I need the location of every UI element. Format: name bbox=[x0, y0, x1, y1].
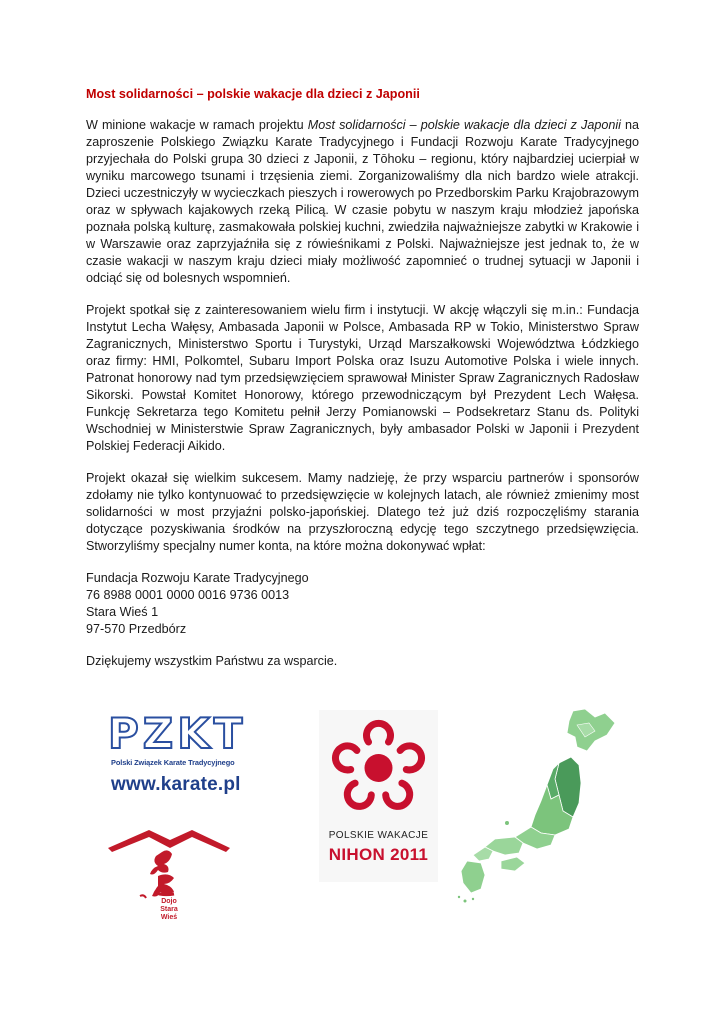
japan-map bbox=[455, 703, 623, 905]
paragraph-intro-lead: W minione wakacje w ramach projektu bbox=[86, 118, 308, 132]
pzkt-subtitle: Polski Związek Karate Tradycyjnego bbox=[111, 758, 235, 767]
flower-emblem-icon bbox=[319, 710, 438, 828]
address-city: 97-570 Przedbórz bbox=[86, 622, 187, 636]
paragraph-intro bbox=[86, 117, 639, 287]
nihon-line2: NIHON 2011 bbox=[328, 845, 429, 864]
account-number: 76 8988 0001 0000 0016 9736 0013 bbox=[86, 588, 290, 602]
paragraph-success: Projekt okazał się wielkim sukcesem. Mamy nadzieję, że przy wsparciu partnerów i sponsorów zdołamy nie tylko kontynuować to przedsięwzięcie w kolejnych latach, ale również zmienimy most solidarności w most przyjaźni polsko-japońskiej. Dlatego też już dziś rozpoczęliśmy starania dotyczące pozyskiwania środków na przyszłoroczną edycję tego szczytnego przedsięwzięcia. Stworzyliśmy specjalny numer konta, na które można dokonywać wpłat: bbox=[86, 471, 639, 553]
bank-address bbox=[86, 570, 639, 638]
dojo-emblem-icon bbox=[104, 826, 234, 936]
paragraph-partners: Projekt spotkał się z zainteresowaniem wielu firm i instytucji. W akcję włączyli się m.in.: Fundacja Instytut Lecha Wałęsy, Ambasada Japonii w Polsce, Ambasada RP w Tokio, Ministerstwo Spraw Zagranicznych, Ministerstwo Sportu i Turystyki, Urząd Marszałkowski Województwa Łódzkiego oraz firmy: HMI, Polkomtel, Subaru Import Polska oraz Isuzu Automotive Polska i wiele innych. Patronat honorowy nad tym przedsięwzięciem sprawował Minister Spraw Zagranicznych Radosław Sikorski. Powstał Komitet Honorowy, którego przewodniczącym był Prezydent Lech Wałęsa. Funkcję Sekretarza tego Komitetu pełnił Jerzy Pomianowski – Podsekretarz Stanu ds. Polityki Wschodniej w Ministerstwie Spraw Zagranicznych, były ambasador Polski w Japonii i Prezydent Polskiej Federacji Aikido. bbox=[86, 303, 639, 453]
address-name: Fundacja Rozwoju Karate Tradycyjnego bbox=[86, 571, 309, 585]
dojo-logo bbox=[104, 826, 234, 936]
paragraph-intro-rest: na zaproszenie Polskiego Związku Karate Tradycyjnego i Fundacji Rozwoju Karate Tradycyjnego przyjechała do Polski grupa 30 dzieci z Japonii, z Tōhoku – regionu, który najbardziej ucierpiał w wyniku marcowego tsunami i trzęsienia ziemi. Zorganizowaliśmy dla nich bardzo wiele atrakcji. Dzieci uczestniczyły w wycieczkach pieszych i rowerowych po Przedborskim Parku Krajobrazowym oraz w spływach kajakowych rzeką Pilicą. W czasie pobytu w naszym kraju młodzież japońska poznała polską kulturę, zasmakowała polskiej kuchni, zwiedziła najważniejsze zabytki w Krakowie i w Warszawie oraz zaprzyjaźniła się z rówieśnikami z Polski. Najważniejsze jest jednak to, że w czasie wakacji w naszym kraju dzieci miały możliwość zapomnieć o trudnej sytuacji w Japonii i odciąć się od bolesnych wspomnień. bbox=[86, 118, 640, 285]
thanks-line: Dziękujemy wszystkim Państwu za wsparcie. bbox=[86, 654, 338, 668]
pzkt-letters: PZKT bbox=[108, 709, 247, 758]
nihon-line1: POLSKIE WAKACJE bbox=[328, 830, 429, 841]
dojo-label-line1: Dojo bbox=[161, 898, 177, 905]
japan-map-icon bbox=[455, 703, 623, 905]
project-name: Most solidarności – polskie wakacje dla dzieci z Japonii bbox=[307, 118, 621, 132]
pzkt-url: www.karate.pl bbox=[111, 774, 241, 795]
document-body bbox=[86, 86, 639, 670]
address-street: Stara Wieś 1 bbox=[86, 605, 159, 619]
dojo-label-line3: Wieś bbox=[160, 914, 178, 921]
pzkt-logo bbox=[108, 709, 247, 802]
dojo-label-line2: Stara bbox=[160, 906, 178, 913]
article-title: Most solidarności – polskie wakacje dla dzieci z Japonii bbox=[86, 87, 420, 101]
nihon-2011-logo bbox=[319, 710, 438, 882]
